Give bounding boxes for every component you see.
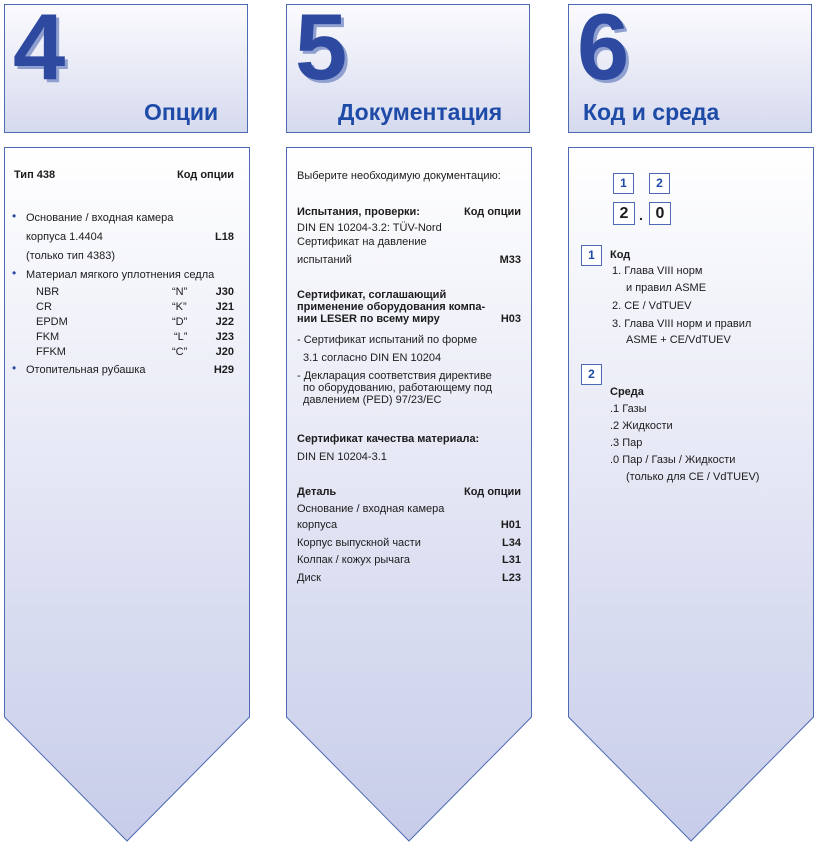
cert-item2-line1: - Декларация соответствия директиве — [297, 370, 492, 382]
part-code: H01 — [500, 519, 521, 531]
type-label: Тип 438 — [14, 169, 56, 181]
tests-code: M33 — [499, 254, 521, 266]
medium-item: (только для CE / VdTUEV) — [626, 471, 760, 483]
position-2-box: 2 — [649, 173, 670, 194]
section-number: 6 — [577, 0, 630, 99]
seal-letter: “C” — [172, 346, 188, 358]
options-panel — [4, 147, 250, 842]
medium-title: Среда — [610, 386, 644, 398]
part-code-label: Код опции — [464, 486, 521, 498]
seal-code: J23 — [215, 331, 234, 343]
part-name: Корпус выпускной части — [297, 537, 421, 549]
tests-line3: испытаний — [297, 254, 352, 266]
medium-item: .1 Газы — [610, 403, 647, 415]
jacket-code: H29 — [213, 364, 234, 376]
code-title: Код — [610, 249, 631, 261]
section-number: 5 — [295, 0, 348, 99]
seal-name: NBR — [36, 286, 60, 298]
medium-badge: 2 — [581, 364, 602, 385]
code-badge: 1 — [581, 245, 602, 266]
material-cert-value: DIN EN 10204-3.1 — [297, 451, 387, 463]
cert-item2-line3: давлением (PED) 97/23/EC — [303, 394, 442, 406]
section-title: Документация — [338, 99, 503, 125]
code-label: Код опции — [177, 169, 234, 181]
seal-letter: “K” — [172, 301, 187, 313]
code-separator: . — [639, 207, 643, 223]
base-line2: корпуса 1.4404 — [26, 231, 103, 243]
part-code: L31 — [502, 554, 521, 566]
tests-line1: DIN EN 10204-3.2: TÜV-Nord — [297, 222, 442, 234]
code-item: 1. Глава VIII норм — [612, 265, 703, 277]
seal-name: FKM — [36, 331, 60, 343]
section-title: Код и среда — [583, 99, 720, 125]
part-name: Диск — [297, 572, 321, 584]
code-value-2: 0 — [649, 202, 671, 225]
cert-title-line3: нии LESER по всему миру — [297, 313, 440, 325]
cert-title-line1: Сертификат, соглашающий — [297, 289, 447, 301]
docs-intro: Выберите необходимую документацию: — [297, 170, 501, 182]
medium-item: .2 Жидкости — [610, 420, 673, 432]
base-code: L18 — [215, 231, 234, 243]
section-title: Опции — [144, 99, 219, 125]
tests-line2: Сертификат на давление — [297, 236, 427, 248]
part-code: L23 — [502, 572, 521, 584]
bullet-icon: • — [12, 361, 17, 375]
part-label: Деталь — [297, 486, 337, 498]
code-item: 3. Глава VIII норм и правил — [612, 318, 752, 330]
seal-code: J30 — [215, 286, 234, 298]
material-cert-title: Сертификат качества материала: — [297, 433, 480, 445]
seal-letter: “N” — [172, 286, 188, 298]
section-5-header — [286, 0, 530, 133]
code-medium-panel — [568, 147, 814, 842]
cert-item2-line2: по оборудованию, работающему под — [303, 382, 492, 394]
seal-code: J20 — [215, 346, 234, 358]
medium-item: .3 Пар — [610, 437, 643, 449]
jacket-label: Отопительная рубашка — [26, 364, 146, 376]
section-number: 4 — [13, 0, 66, 99]
code-item: и правил ASME — [626, 282, 707, 294]
base-note: (только тип 4383) — [26, 250, 116, 262]
bullet-icon: • — [12, 209, 17, 223]
seal-letter: “L” — [174, 331, 188, 343]
cert-title-line2: применение оборудования компа- — [297, 301, 486, 313]
medium-item: .0 Пар / Газы / Жидкости — [610, 454, 736, 466]
code-item: ASME + CE/VdTUEV — [626, 334, 731, 346]
documentation-panel — [286, 147, 532, 842]
seal-name: FFKM — [36, 346, 66, 358]
tests-code-label: Код опции — [464, 206, 521, 218]
cert-item1-line2: 3.1 согласно DIN EN 10204 — [303, 352, 442, 364]
cert-item1-line1: - Сертификат испытаний по форме — [297, 334, 478, 346]
base-line1: Основание / входная камера — [26, 212, 174, 224]
section-6-header — [568, 0, 812, 133]
section-4-header — [4, 0, 248, 133]
seal-title: Материал мягкого уплотнения седла — [26, 269, 215, 281]
part-name-cont: корпуса — [297, 519, 338, 531]
seal-name: EPDM — [36, 316, 68, 328]
code-value-1: 2 — [613, 202, 635, 225]
part-name: Колпак / кожух рычага — [297, 554, 410, 566]
seal-name: CR — [36, 301, 52, 313]
tests-title: Испытания, проверки: — [297, 206, 420, 218]
seal-code: J21 — [215, 301, 234, 313]
code-item: 2. CE / VdTUEV — [612, 300, 692, 312]
position-1-box: 1 — [613, 173, 634, 194]
part-code: L34 — [502, 537, 521, 549]
part-name: Основание / входная камера — [297, 503, 445, 515]
seal-code: J22 — [215, 316, 234, 328]
cert-code: H03 — [500, 313, 521, 325]
seal-letter: “D” — [172, 316, 188, 328]
bullet-icon: • — [12, 266, 17, 280]
